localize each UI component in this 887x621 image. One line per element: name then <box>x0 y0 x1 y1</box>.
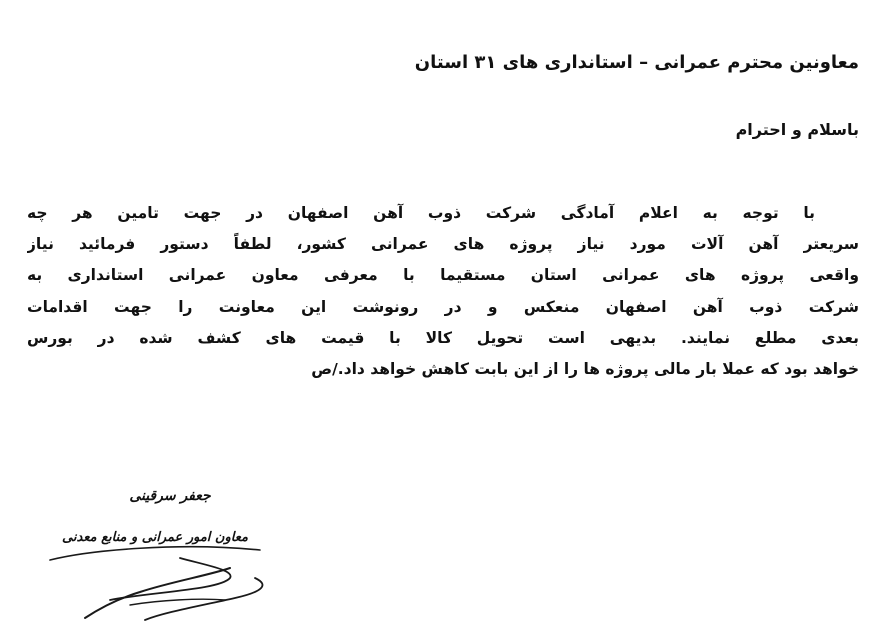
letter-addressee: معاونین محترم عمرانی – استانداری های ۳۱ استان <box>414 52 859 73</box>
body-line: واقعی پروژه های عمرانی استان مستقیما با معرفی معاون عمرانی استانداری به <box>27 266 859 285</box>
body-line: شرکت ذوب آهن اصفهان منعکس و در رونوشت این معاونت را جهت اقدامات <box>27 297 859 316</box>
letter-greeting: باسلام و احترام <box>735 120 859 139</box>
body-line: بعدی مطلع نمایند. بدیهی است تحویل کالا با قیمت های کشف شده در بورس <box>27 328 859 347</box>
handwritten-signature <box>30 520 290 621</box>
letter-body <box>27 198 859 385</box>
signatory-title: معاون امور عمرانی و منابع معدنی <box>62 530 248 545</box>
body-line: خواهد بود که عملا بار مالی پروژه ها را از این بابت کاهش خواهد داد./ص <box>311 359 859 378</box>
signatory-name: جعفر سرقینی <box>129 488 211 504</box>
body-line: سریعتر آهن آلات مورد نیاز پروژه های عمرانی کشور، لطفاً دستور فرمائید نیاز <box>27 235 859 254</box>
body-line: با توجه به اعلام آمادگی شرکت ذوب آهن اصفهان در جهت تامین هر چه <box>27 204 815 222</box>
